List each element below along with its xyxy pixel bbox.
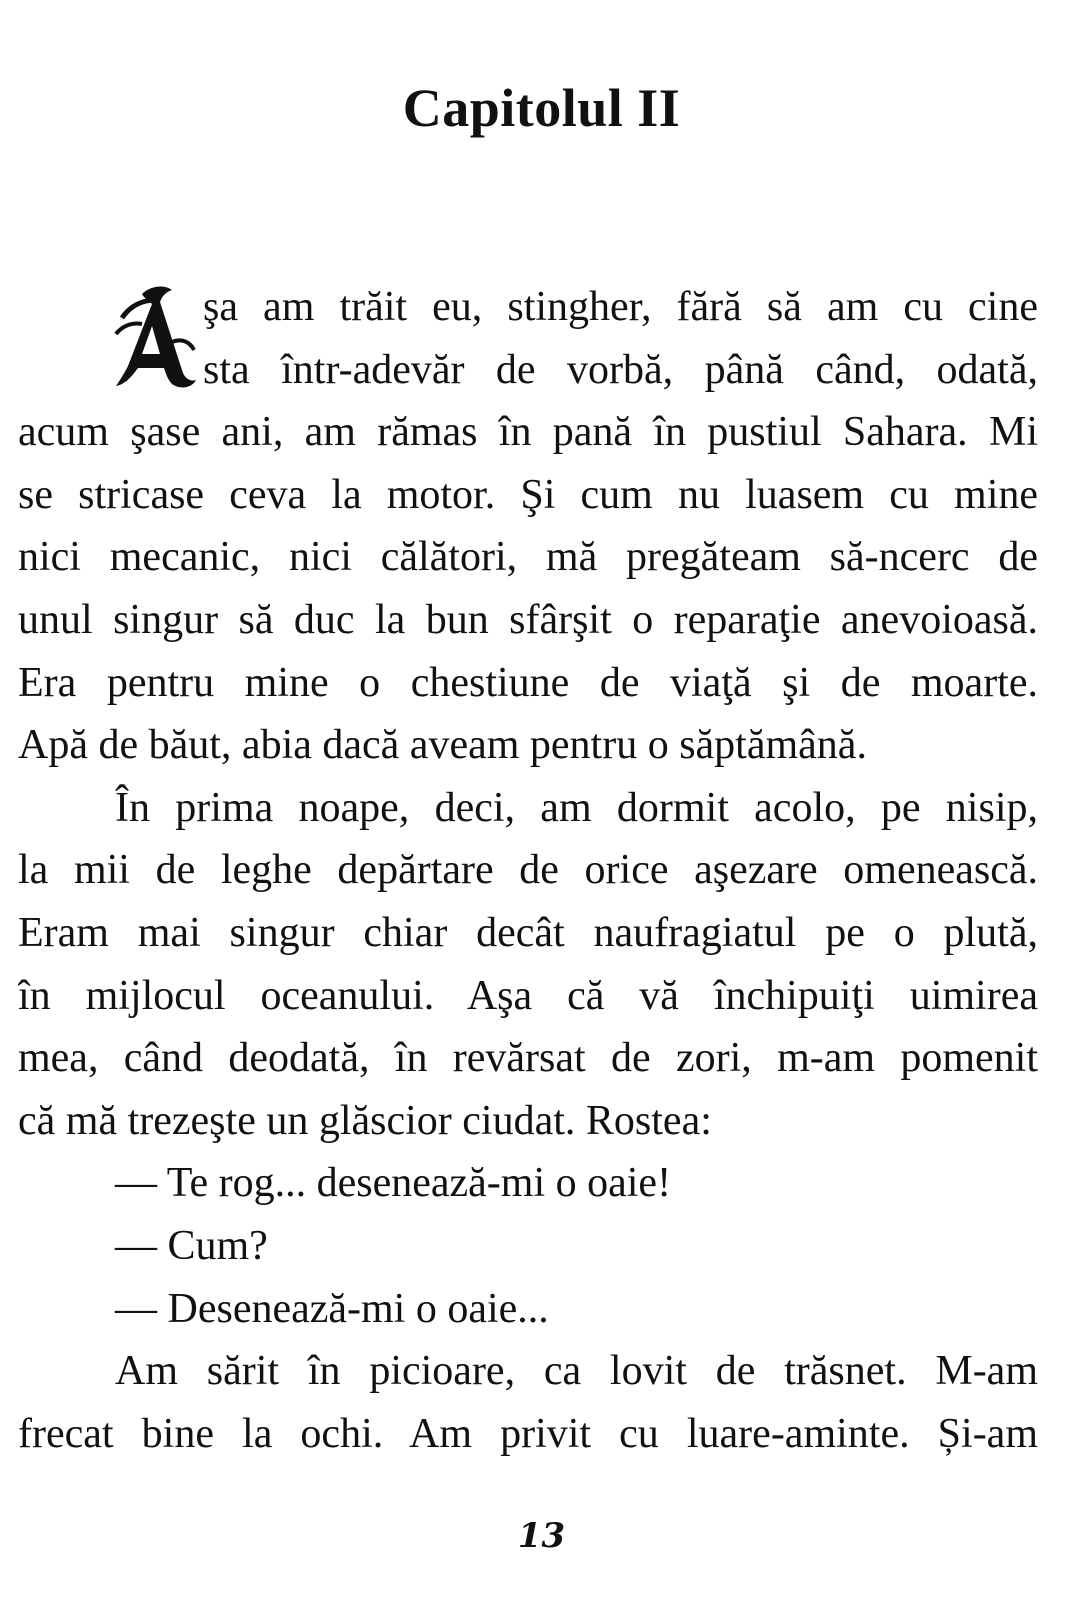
chapter-title: Capitolul II bbox=[402, 78, 681, 138]
text-line: la mii de leghe depărtare de orice aşezare omenească. bbox=[18, 847, 1038, 894]
text-line: Am sărit în picioare, ca lovit de trăsnet. M-am bbox=[115, 1348, 1038, 1395]
text-line: frecat bine la ochi. Am privit cu luare-aminte. Și-am bbox=[18, 1410, 1038, 1457]
text-line: şa am trăit eu, stingher, fără să am cu cine bbox=[203, 284, 1038, 330]
chapter-body bbox=[18, 276, 1038, 1465]
text-line: unul singur să duc la bun sfârşit o reparaţie anevoioasă. bbox=[18, 596, 1038, 643]
text-line: în mijlocul oceanului. Aşa că vă închipuiţi uimirea bbox=[18, 972, 1038, 1019]
page-number: 13 bbox=[517, 1516, 566, 1556]
text-line: se stricase ceva la motor. Şi cum nu luasem cu mine bbox=[18, 471, 1038, 518]
dialogue-line: — Te rog... desenează-mi o oaie! bbox=[115, 1160, 672, 1207]
text-line: Eram mai singur chiar decât naufragiatul pe o plută, bbox=[18, 909, 1038, 956]
text-line: Era pentru mine o chestiune de viaţă şi de moarte. bbox=[18, 659, 1038, 706]
text-line: În prima noape, deci, am dormit acolo, pe nisip, bbox=[115, 784, 1038, 831]
text-line: nici mecanic, nici călători, mă pregăteam să-ncerc de bbox=[18, 534, 1038, 581]
text-line: că mă trezeşte un glăscior ciudat. Rostea: bbox=[18, 1097, 712, 1144]
dialogue-line: — Cum? bbox=[115, 1222, 268, 1269]
dialogue-line: — Desenează-mi o oaie... bbox=[115, 1285, 549, 1332]
text-line: Apă de băut, abia dacă aveam pentru o săptămână. bbox=[18, 722, 867, 769]
text-line: mea, când deodată, în revărsat de zori, m-am pomenit bbox=[18, 1035, 1038, 1082]
text-line: acum şase ani, am rămas în pană în pustiul Sahara. Mi bbox=[18, 409, 1038, 456]
text-line: sta într-adevăr de vorbă, până când, odată, bbox=[203, 346, 1038, 393]
